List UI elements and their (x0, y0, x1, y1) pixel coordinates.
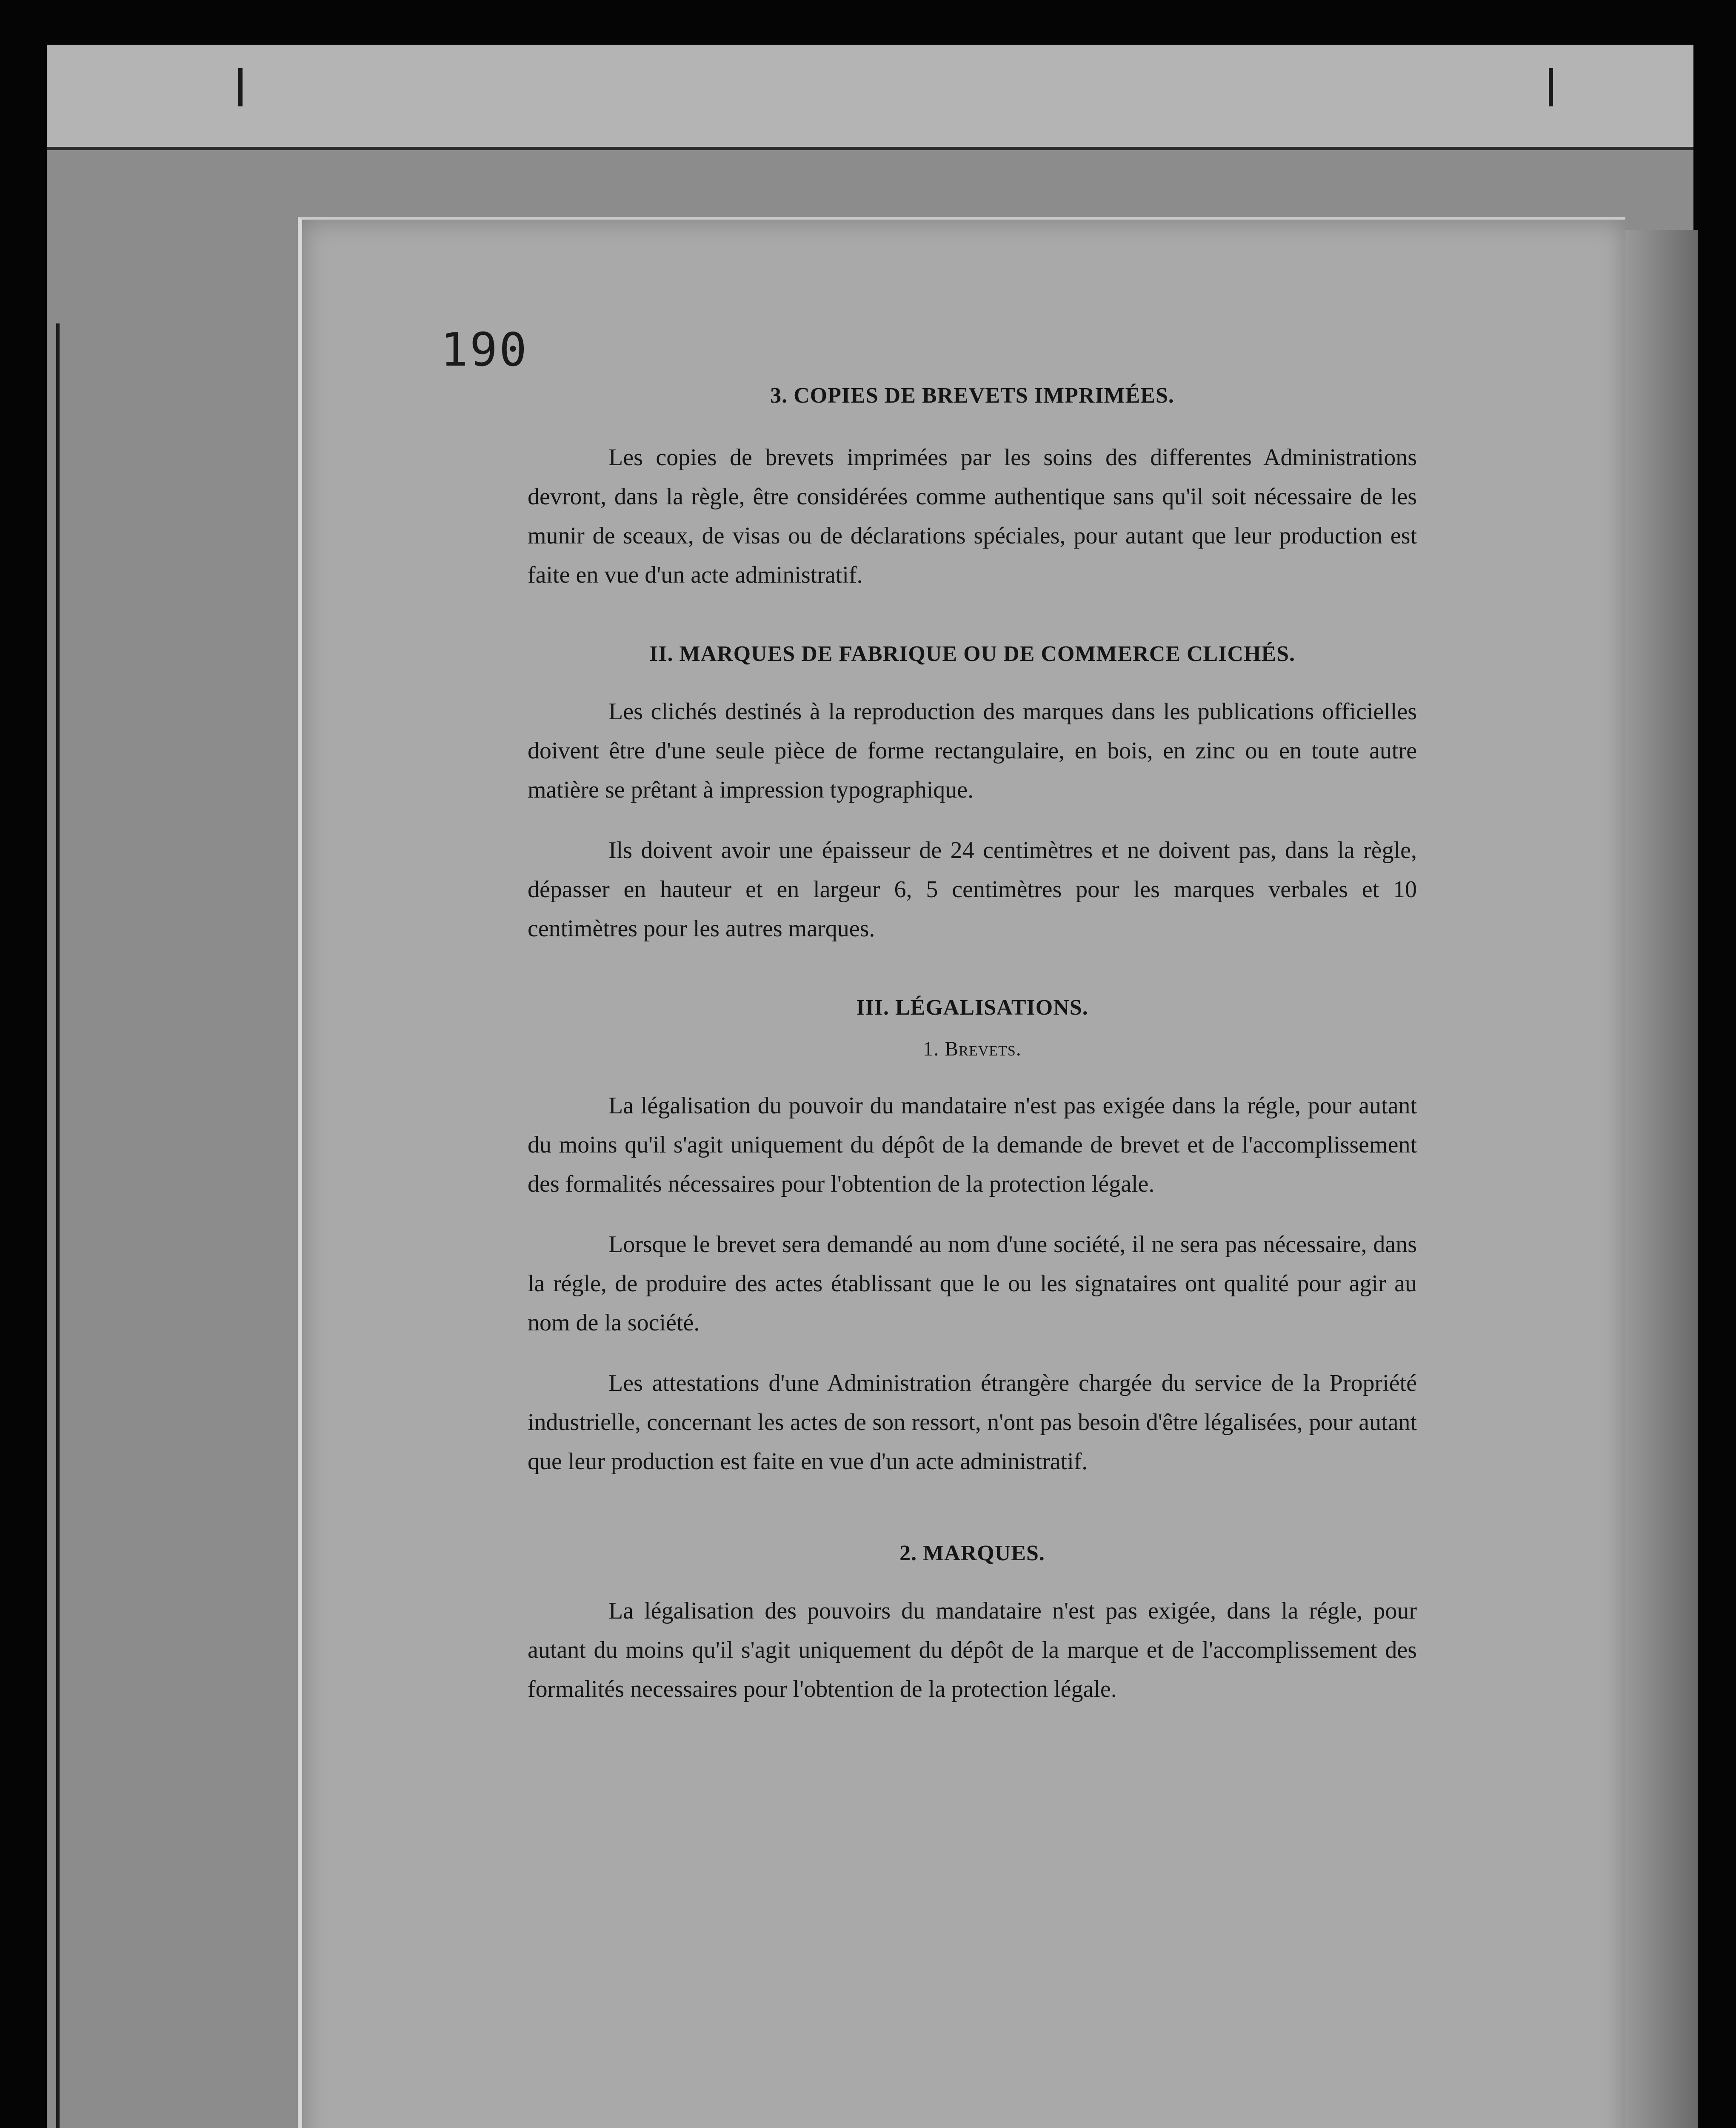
paragraph: Les copies de brevets imprimées par les soins des differentes Administrations devront, dans la règle, être considérées comme authentique sans qu'il soit nécessaire de les munir de sceaux, de visas ou de déclarations spéciales, pour autant que leur production est faite en vue d'un acte administratif. (528, 444, 1417, 588)
subsection-heading: 1. Brevets. (923, 1038, 1022, 1060)
section-heading: III. LÉGALISATIONS. (856, 995, 1088, 1020)
section-heading: 2. MARQUES. (899, 1541, 1045, 1565)
ruler-tick (238, 68, 243, 106)
paragraph: La légalisation des pouvoirs du mandataire n'est pas exigée, dans la régle, pour autant du moins qu'il s'agit uniquement du dépôt de la marque et de l'accomplissement des formalités necessaires pour l'obtention de la protection légale. (528, 1598, 1417, 1702)
paragraph: Ils doivent avoir une épaisseur de 24 centimètres et ne doivent pas, dans la règle, dépasser en hauteur et en largeur 6, 5 centimètres pour les marques verbales et 10 centimètres pour les autres marques. (528, 837, 1417, 942)
left-margin-rule (56, 323, 60, 2128)
top-ruler-strip (47, 45, 1693, 150)
section-heading: 3. COPIES DE BREVETS IMPRIMÉES. (770, 383, 1174, 408)
paragraph: Les attestations d'une Administration étrangère chargée du service de la Propriété industrielle, concernant les actes de son ressort, n'ont pas besoin d'être légalisées, pour autant que leur production est faite en vue d'un acte administratif. (528, 1370, 1417, 1475)
paragraph: Les clichés destinés à la reproduction des marques dans les publications officielles doivent être d'une seule pièce de forme rectangulaire, en bois, en zinc ou en toute autre matière se prêtant à impression typographique. (528, 698, 1417, 803)
paragraph: La légalisation du pouvoir du mandataire n'est pas exigée dans la régle, pour autant du moins qu'il s'agit uniquement du dépôt de la demande de brevet et de l'accomplissement des formalités nécessaires pour l'obtention de la protection légale. (528, 1093, 1417, 1197)
section-heading: II. MARQUES DE FABRIQUE OU DE COMMERCE CLICHÉS. (649, 642, 1296, 666)
document-body (528, 383, 1417, 1709)
paragraph: Lorsque le brevet sera demandé au nom d'une société, il ne sera pas nécessaire, dans la régle, de produire des actes établissant que le ou les signataires ont qualité pour agir au nom de la société. (528, 1231, 1417, 1336)
page-number: 190 (440, 323, 529, 377)
ruler-tick (1549, 68, 1553, 106)
